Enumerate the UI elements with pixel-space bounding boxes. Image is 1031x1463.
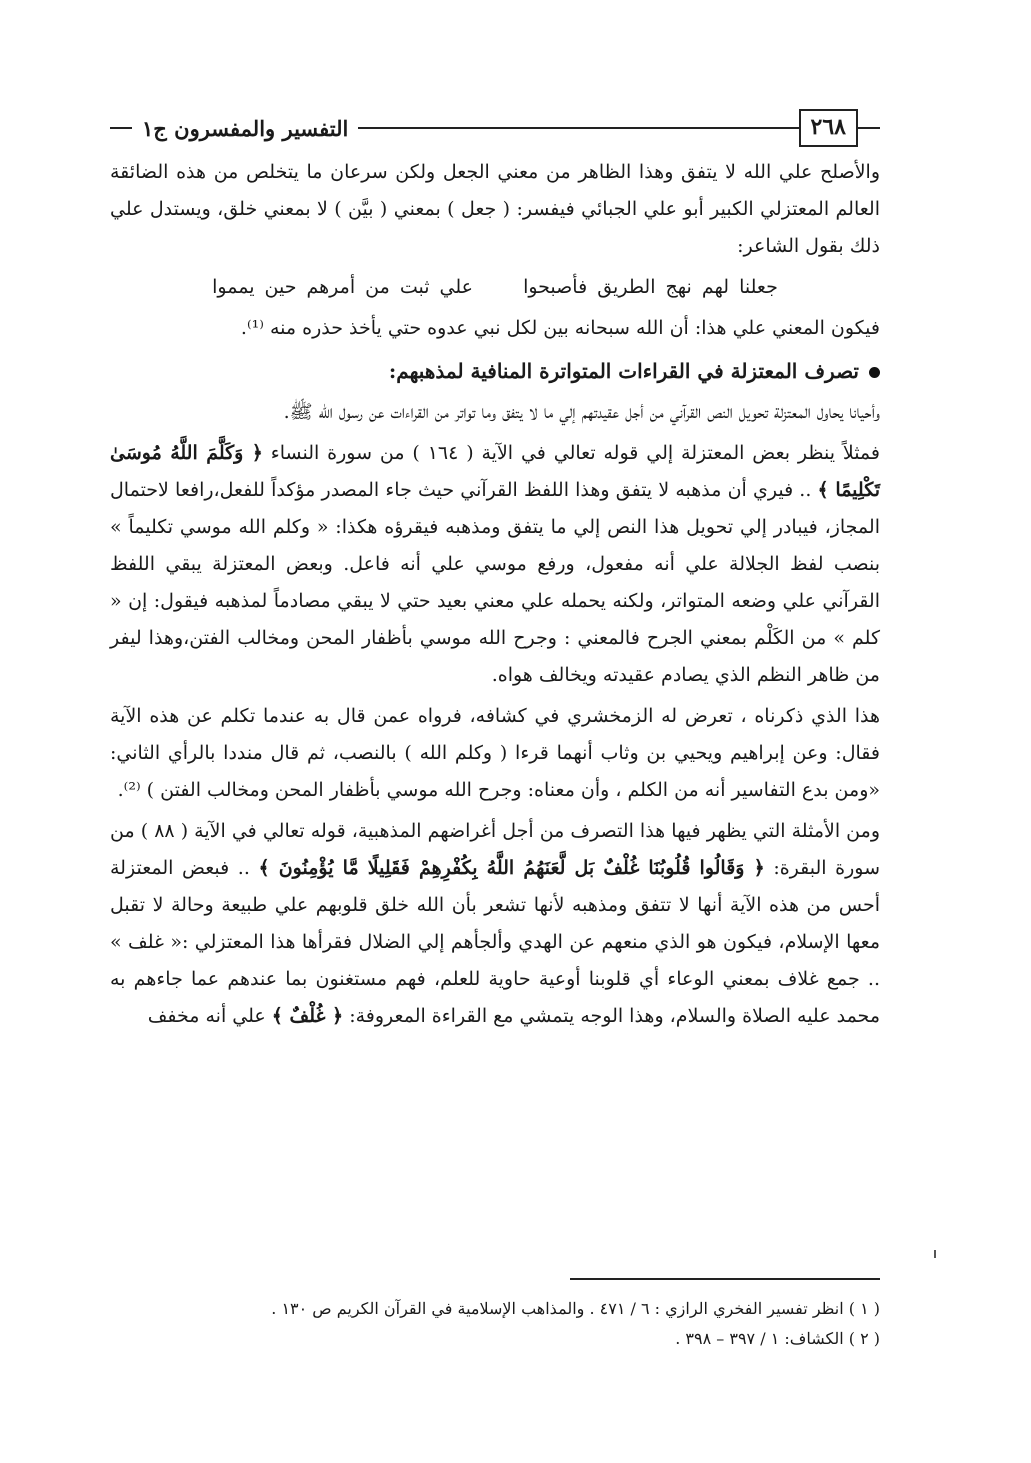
margin-mark — [934, 1250, 936, 1258]
quran-verse-baqara: ﴿ وَقَالُوا قُلُوبُنَا غُلْفٌ بَل لَّعَنَهُمُ اللَّهُ بِكُفْرِهِمْ فَقَلِيلًا مَّا يُؤْمِنُونَ ﴾ — [258, 857, 765, 879]
paragraph-5: هذا الذي ذكرناه ، تعرض له الزمخشري في كشافه، فرواه عمن قال به عندما تكلم عن هذه الآية فقال: وعن إبراهيم ويحيي بن وثاب أنهما قرءا ( وكلم الله ) بالنصب، ثم قال منددا بالرأي الثاني: «ومن بدع التفاسير أنه من الكلم ، وأن معناه: وجرح الله موسي بأظفار المحن ومخالب الفتن ) ⁽²⁾. — [110, 705, 880, 801]
paragraph-4-text-a: فمثلاً ينظر بعض المعتزلة إلي قوله تعالي في الآية ( ١٦٤ ) من سورة النساء — [262, 442, 880, 464]
footnote-rule — [570, 1278, 880, 1280]
header-rule-left — [110, 127, 132, 129]
paragraph-4-text-b: .. فيري أن مذهبه لا يتفق وهذا اللفظ القرآني حيث جاء المصدر مؤكداً للفعل،رافعا لاحتمال المجاز، فيبادر إلي تحويل هذا النص إلي ما يتفق ومذهبه فيقرؤه هكذا: « وكلم الله موسي تكليماً » بنصب لفظ الجلالة علي أنه مفعول، ورفع موسي علي أنه فاعل. وبعض المعتزلة يبقي اللفظ القرآني علي وضعه المتواتر، ولكنه يحمله علي معني بعيد حتي لا يبقي مصادماً لمذهبه فيقول: إن « كلم » من الكَلْم بمعني الجرح فالمعني : وجرح الله موسي بأظفار المحن ومخالب الفتن،وهذا ليفر من ظاهر النظم الذي يصادم عقيدته ويخالف هواه. — [110, 479, 880, 686]
paragraph-2: فيكون المعني علي هذا: أن الله سبحانه بين لكل نبي عدوه حتي يأخذ حذره منه ⁽¹⁾. — [240, 317, 880, 339]
running-header — [110, 108, 880, 148]
quran-verse-nisa: ﴿ وَكَلَّمَ اللَّهُ مُوسَىٰ تَكْلِيمًا ﴾ — [110, 442, 880, 501]
footnote-1: ( ١ ) انظر تفسير الفخري الرازي : ٦ / ٤٧١ . والمذاهب الإسلامية في القرآن الكريم ص ١٣٠ . — [271, 1299, 880, 1318]
bullet-icon — [869, 367, 880, 378]
page-content — [110, 108, 880, 1039]
paragraph-6-text-b: .. فبعض المعتزلة أحس من هذه الآية أنها لا تتفق ومذهبه لأنها تشعر بأن الله خلق قلوبهم علي طبيعة وحالة لا تقبل معها الإسلام، فيكون هو الذي منعهم عن الهدي وألجأهم إلي الضلال فقرأها هذا المعتزلي :« غلف » .. جمع غلاف بمعني الوعاء أي قلوبنا أوعية حاوية للعلم، فهم مستغنون بما عندهم عما جاءهم به محمد عليه الصلاة والسلام، وهذا الوجه يتمشي مع القراءة المعروفة: — [110, 857, 880, 1027]
poetry-verse — [110, 269, 880, 306]
main-text — [110, 154, 880, 1035]
book-title: التفسير والمفسرون ج١ — [142, 115, 349, 141]
verse-first-hemistich: جعلنا لهم نهج الطريق فأصبحوا — [523, 276, 778, 298]
paragraph-4 — [110, 435, 880, 694]
paragraph-6-text-a: ومن الأمثلة التي يظهر فيها هذا التصرف من أجل أغراضهم المذهبية، قوله تعالي في الآية ( ٨٨ ) من سورة البقرة: — [110, 820, 880, 879]
header-rule-right — [858, 127, 880, 129]
paragraph-6 — [110, 813, 880, 1035]
quran-word-ghulf: ﴿ غُلْفٌ ﴾ — [271, 1005, 344, 1027]
verse-second-hemistich: علي ثبت من أمرهم حين يمموا — [212, 276, 474, 298]
section-heading — [110, 353, 880, 390]
paragraph-1: والأصلح علي الله لا يتفق وهذا الظاهر من معني الجعل ولكن سرعان ما يتخلص من هذه الضائقة العالم المعتزلي الكبير أبو علي الجبائي فيفسر: ( جعل ) بمعني ( بيَّن ) لا بمعني خلق، ويستدل علي ذلك بقول الشاعر: — [110, 161, 880, 257]
footnote-2: ( ٢ ) الكشاف: ١ / ٣٩٧ – ٣٩٨ . — [675, 1329, 880, 1348]
section-heading-text: تصرف المعتزلة في القراءات المتواترة المنافية لمذهبهم: — [388, 359, 859, 383]
paragraph-3: وأحيانا يحاول المعتزلة تحويل النص القرآني من أجل عقيدتهم إلي ما لا يتفق وما تواتر من القراءات عن رسول الله ﷺ. — [283, 401, 880, 423]
paragraph-6-text-c: علي أنه مخفف — [147, 1005, 272, 1027]
page-number: ٢٦٨ — [799, 109, 858, 147]
footnotes — [110, 1278, 880, 1354]
header-rule-middle — [358, 127, 798, 129]
